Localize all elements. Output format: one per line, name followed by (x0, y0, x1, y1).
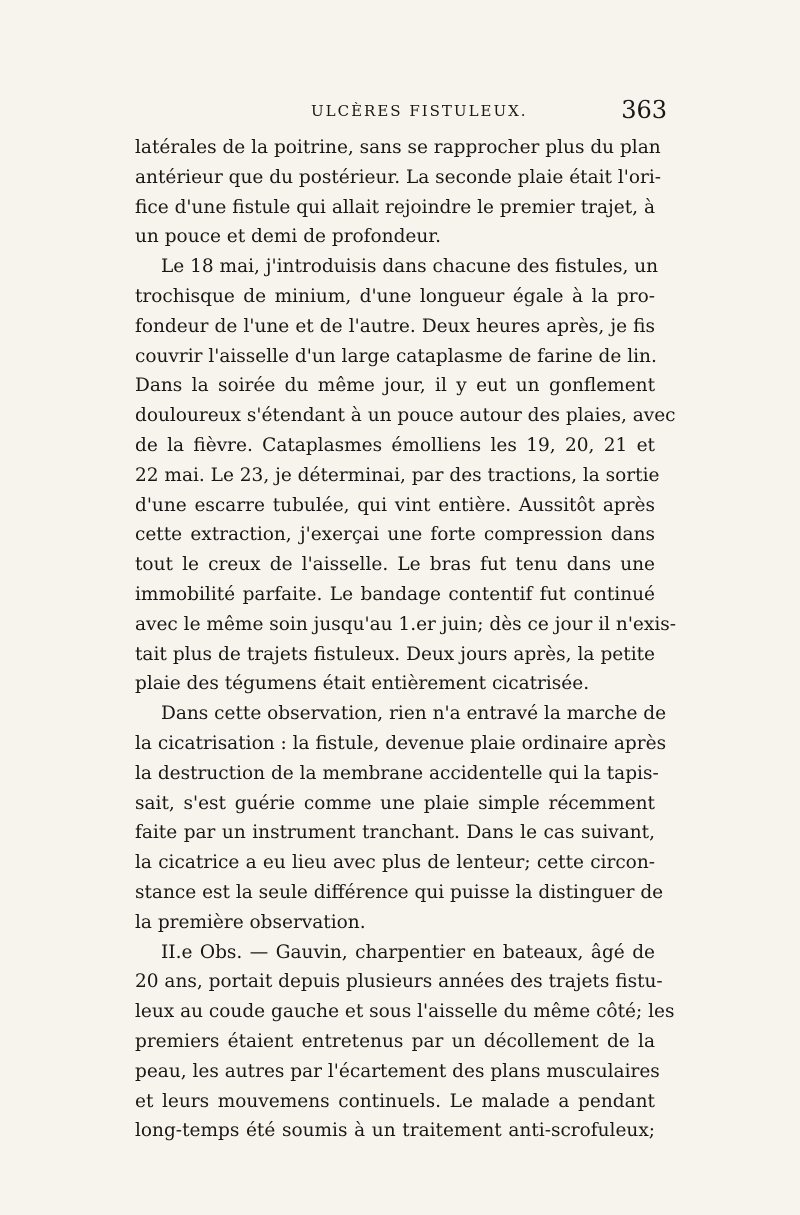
text-line: la première observation. (135, 911, 366, 933)
text-line: un pouce et demi de profondeur. (135, 226, 441, 248)
text-line: leux au coude gauche et sous l'aisselle du même côté; les (135, 1001, 675, 1023)
running-title: ULCÈRES FISTULEUX. (311, 102, 528, 120)
text-line: immobilité parfaite. Le bandage contentif fut continué (135, 583, 655, 605)
text-line: II.e Obs. — Gauvin, charpentier en bateaux, âgé de (161, 941, 655, 963)
text-line: 22 mai. Le 23, je déterminai, par des tractions, la sortie (135, 464, 660, 486)
text-line: stance est la seule différence qui puisse la distinguer de (135, 881, 664, 903)
text-line: antérieur que du postérieur. La seconde plaie était l'ori- (135, 166, 662, 188)
text-line: Dans cette observation, rien n'a entravé la marche de (161, 703, 667, 725)
text-line: tout le creux de l'aisselle. Le bras fut tenu dans une (135, 554, 655, 576)
text-line: sait, s'est guérie comme une plaie simple récemment (135, 792, 655, 814)
text-line: la cicatrisation : la fistule, devenue plaie ordinaire après (135, 732, 667, 754)
text-line: fondeur de l'une et de l'autre. Deux heures après, je fis (135, 315, 655, 337)
text-line: fice d'une fistule qui allait rejoindre le premier trajet, à (135, 196, 655, 218)
text-line: tait plus de trajets fistuleux. Deux jours après, la petite (135, 643, 655, 665)
text-line: la cicatrice a eu lieu avec plus de lenteur; cette circon- (135, 852, 655, 874)
text-line: long-temps été soumis à un traitement anti-scrofuleux; (135, 1120, 655, 1142)
text-line: plaie des tégumens était entièrement cicatrisée. (135, 673, 590, 695)
text-line: peau, les autres par l'écartement des plans musculaires (135, 1060, 660, 1082)
text-line: douloureux s'étendant à un pouce autour des plaies, avec (135, 405, 676, 427)
text-line: faite par un instrument tranchant. Dans le cas suivant, (135, 822, 655, 844)
text-line: couvrir l'aisselle d'un large cataplasme de farine de lin. (135, 345, 657, 367)
text-line: de la fièvre. Cataplasmes émolliens les 19, 20, 21 et (135, 434, 655, 456)
text-line: Dans la soirée du même jour, il y eut un gonflement (135, 375, 655, 397)
text-line: premiers étaient entretenus par un décollement de la (135, 1030, 655, 1052)
running-head (135, 96, 667, 128)
text-line: Le 18 mai, j'introduisis dans chacune des fistules, un (161, 256, 659, 278)
page-number: 363 (621, 96, 667, 124)
text-line: trochisque de minium, d'une longueur égale à la pro- (135, 285, 655, 307)
body-text (135, 133, 676, 1146)
text-line: cette extraction, j'exerçai une forte compression dans (135, 524, 655, 546)
text-line: la destruction de la membrane accidentelle qui la tapis- (135, 762, 659, 784)
text-line: latérales de la poitrine, sans se rapprocher plus du plan (135, 137, 661, 158)
text-line: et leurs mouvemens continuels. Le malade a pendant (135, 1090, 655, 1112)
text-line: 20 ans, portait depuis plusieurs années des trajets fistu- (135, 971, 663, 993)
text-line: d'une escarre tubulée, qui vint entière. Aussitôt après (135, 494, 655, 516)
text-line: avec le même soin jusqu'au 1.er juin; dès ce jour il n'exis- (135, 613, 676, 635)
